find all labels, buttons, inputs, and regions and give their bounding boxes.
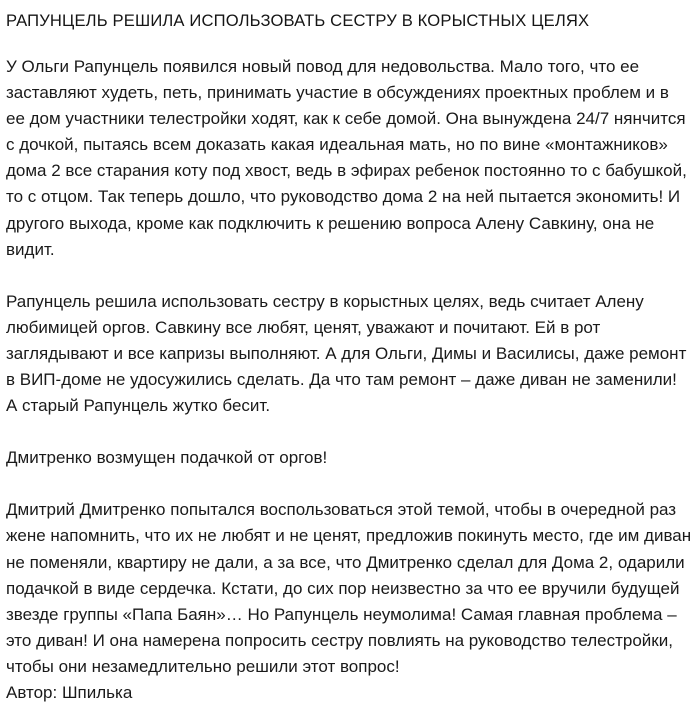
article-paragraph-2: Рапунцель решила использовать сестру в корыстных целях, ведь считает Алену любимицей оргов. Савкину все любят, ценят, уважают и почитают. Ей в рот заглядывают и все капризы выполняют. А для Ольги, Димы и Василисы, даже ремонт в ВИП-доме не удосужились сделать. Да что там ремонт – даже диван не заменили! А старый Рапунцель жутко бесит.	[6, 291, 687, 416]
article-paragraph-4: Дмитрий Дмитренко попытался воспользоваться этой темой, чтобы в очередной раз жене напомнить, что их не любят и не ценят, предложив покинуть место, где им диван не поменяли, квартиру не дали, а за все, что Дмитренко сделал для Дома 2, одарили подачкой в виде сердечка. Кстати, до сих пор неизвестно за что ее вручили будущей звезде группы «Папа Баян»… Но Рапунцель неумолима! Самая главная проблема – это диван! И она намерена попросить сестру повлиять на руководство телестройки, чтобы они незамедлительно решили этот вопрос!	[6, 500, 692, 676]
article-paragraph-1: У Ольги Рапунцель появился новый повод для недовольства. Мало того, что ее заставляют худеть, петь, принимать участие в обсуждениях проектных проблем и в ее дом участники телестройки ходят, как к себе домой. Она вынуждена 24/7 нянчится с дочкой, пытаясь всем доказать какая идеальная мать, но по вине «монтажников» дома 2 все старания коту под хвост, ведь в эфирах ребенок постоянно то с бабушкой, то с отцом. Так теперь дошло, что руководство дома 2 на ней пытается экономить! И другого выхода, кроме как подключить к решению вопроса Алену Савкину, она не видит.	[6, 57, 687, 259]
article-subheading: Дмитренко возмущен подачкой от оргов!	[6, 448, 328, 468]
article-body	[6, 54, 692, 706]
article-author: Автор: Шпилька	[6, 682, 133, 702]
page-title: РАПУНЦЕЛЬ РЕШИЛА ИСПОЛЬЗОВАТЬ СЕСТРУ В КОРЫСТНЫХ ЦЕЛЯХ	[6, 11, 590, 30]
